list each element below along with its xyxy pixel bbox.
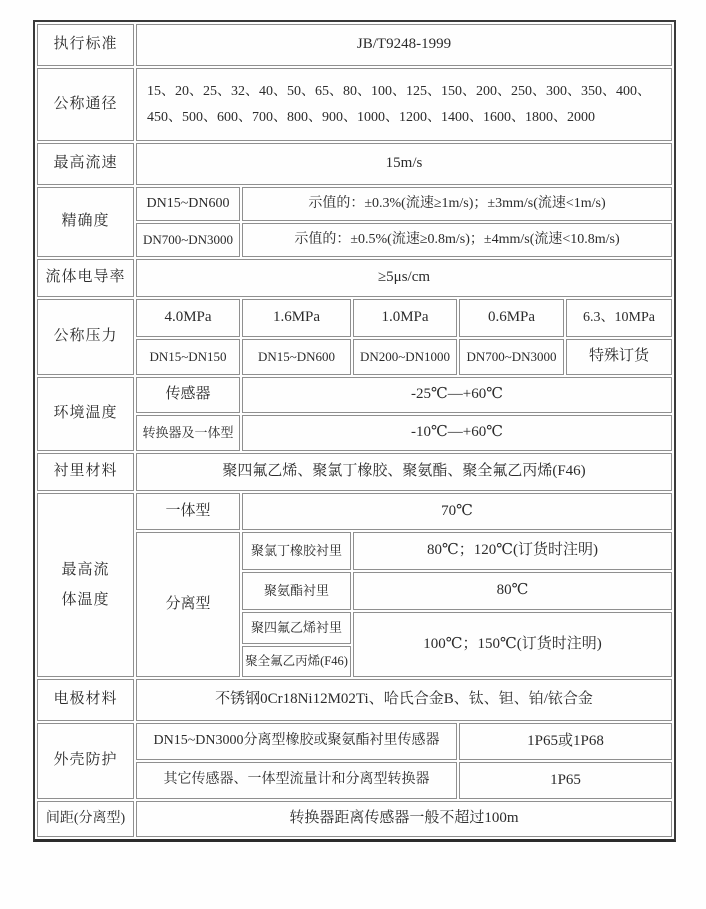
fluid-temp-value-neoprene: 80℃；120℃(订货时注明) (353, 532, 672, 570)
ambient-part-sensor: 传感器 (136, 377, 240, 413)
fluid-temp-lining-polyurethane: 聚氨酯衬里 (242, 572, 351, 610)
pressure-range-2: DN15~DN600 (242, 339, 351, 375)
enclosure-desc-2: 其它传感器、一体型流量计和分离型转换器 (136, 762, 457, 799)
fluid-temp-lining-ptfe: 聚四氟乙烯衬里 (242, 612, 351, 644)
accuracy-range-dn700-dn3000: DN700~DN3000 (136, 223, 240, 257)
row-label-max-velocity: 最高流速 (37, 143, 134, 185)
lining-material-value: 聚四氟乙烯、聚氯丁橡胶、聚氨酯、聚全氟乙丙烯(F46) (136, 453, 672, 491)
row-label-enclosure-protection: 外壳防护 (37, 723, 134, 799)
fluid-temp-value-ptfe-f46: 100℃；150℃(订货时注明) (353, 612, 672, 677)
row-label-exec-standard: 执行标准 (37, 24, 134, 66)
fluid-temp-value-integrated: 70℃ (242, 493, 672, 530)
pressure-range-5: 特殊订货 (566, 339, 672, 375)
row-label-separation-distance: 间距(分离型) (37, 801, 134, 837)
row-label-ambient-temp: 环境温度 (37, 377, 134, 451)
pressure-value-5: 6.3、10MPa (566, 299, 672, 337)
exec-standard-value: JB/T9248-1999 (136, 24, 672, 66)
pressure-value-1: 4.0MPa (136, 299, 240, 337)
fluid-temp-type-integrated: 一体型 (136, 493, 240, 530)
pressure-range-1: DN15~DN150 (136, 339, 240, 375)
ambient-value-converter: -10℃—+60℃ (242, 415, 672, 451)
row-label-lining-material: 衬里材料 (37, 453, 134, 491)
nominal-diameter-value: 15、20、25、32、40、50、65、80、100、125、150、200、250、300、350、400、450、500、600、700、800、900、1000、1200、1400、1600、1800、2000 (136, 68, 672, 141)
pressure-value-3: 1.0MPa (353, 299, 457, 337)
row-label-nominal-pressure: 公称压力 (37, 299, 134, 375)
row-label-nominal-diameter: 公称通径 (37, 68, 134, 141)
row-label-max-fluid-temp: 最高流体温度 (37, 493, 134, 677)
enclosure-value-1: 1P65或1P68 (459, 723, 672, 760)
row-label-accuracy: 精确度 (37, 187, 134, 257)
pressure-range-3: DN200~DN1000 (353, 339, 457, 375)
fluid-temp-lining-f46: 聚全氟乙丙烯(F46) (242, 646, 351, 677)
ambient-value-sensor: -25℃—+60℃ (242, 377, 672, 413)
pressure-value-4: 0.6MPa (459, 299, 564, 337)
electrode-material-value: 不锈钢0Cr18Ni12M02Ti、哈氏合金B、钛、钽、铂/铱合金 (136, 679, 672, 721)
accuracy-value-dn700-dn3000: 示值的：±0.5%(流速≥0.8m/s)；±4mm/s(流速<10.8m/s) (242, 223, 672, 257)
accuracy-value-dn15-dn600: 示值的：±0.3%(流速≥1m/s)；±3mm/s(流速<1m/s) (242, 187, 672, 221)
max-velocity-value: 15m/s (136, 143, 672, 185)
enclosure-value-2: 1P65 (459, 762, 672, 799)
enclosure-desc-1: DN15~DN3000分离型橡胶或聚氨酯衬里传感器 (136, 723, 457, 760)
ambient-part-converter: 转换器及一体型 (136, 415, 240, 451)
fluid-temp-type-separate: 分离型 (136, 532, 240, 677)
fluid-temp-value-polyurethane: 80℃ (353, 572, 672, 610)
pressure-value-2: 1.6MPa (242, 299, 351, 337)
row-label-electrode-material: 电极材料 (37, 679, 134, 721)
conductivity-value: ≥5μs/cm (136, 259, 672, 297)
spec-table (33, 20, 676, 842)
pressure-range-4: DN700~DN3000 (459, 339, 564, 375)
row-label-conductivity: 流体电导率 (37, 259, 134, 297)
fluid-temp-lining-neoprene: 聚氯丁橡胶衬里 (242, 532, 351, 570)
accuracy-range-dn15-dn600: DN15~DN600 (136, 187, 240, 221)
separation-distance-value: 转换器距离传感器一般不超过100m (136, 801, 672, 837)
